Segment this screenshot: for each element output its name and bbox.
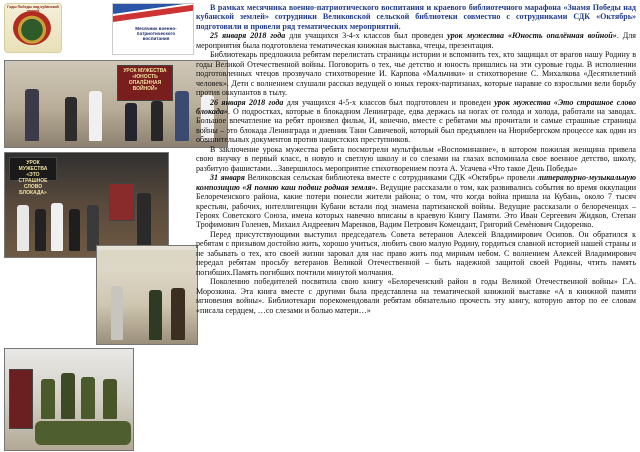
photo-composition xyxy=(96,245,198,345)
person-figure xyxy=(41,379,55,419)
month-emblem xyxy=(112,3,194,55)
marathon-logo xyxy=(4,3,62,53)
paragraph-6: Перед присутствующими выступил председатель Совета ветеранов Алексей Владимирович Осипов. Он обратился к ребятам с призывом достойно жить, хорошо учиться, любить свою малую Родину, гордиться славной историей нашей страны и не забывать о тех, кто своей жизни заровал для нас право жить под мирным небом. С волнением Алексей Владимирович передал ребятам просьбу ветеранов Великой Отечественной – быть надежной защитой своей Родины, чтить память погибших.Память погибших почтили минутой молчания. xyxy=(196,229,636,277)
person-figure xyxy=(149,290,162,340)
person-figure xyxy=(65,97,77,141)
person-figure xyxy=(69,209,80,251)
person-figure xyxy=(89,91,102,141)
event-date: 31 января xyxy=(210,173,245,183)
person-figure xyxy=(35,209,46,251)
article-text xyxy=(196,3,636,315)
text-span: для учащихся 4-5-х классов был подготовлен и проведен xyxy=(283,97,495,107)
event-title: литературно-музыкальную композицию «Я помню каш подвиг родная земля». xyxy=(196,173,636,192)
person-figure xyxy=(61,373,75,419)
poster xyxy=(109,183,135,221)
person-figure xyxy=(125,103,137,141)
logo-caption: Годы Победы над кубанской xyxy=(7,5,59,9)
paragraph-5 xyxy=(196,173,636,230)
event-title: урок мужества «Это страшное слово блокада» xyxy=(196,97,636,116)
text-span: для учащихся 3-4-х классов был проведен xyxy=(285,31,448,41)
star-emblem-icon xyxy=(13,11,51,45)
text-span: О подростках, которые в блокадном Ленинграде, едва держась на ногах от голода и холода, работали на заводах. Большое впечатление на ребят произвел фильм, И, конечно, вместе с ребятами мы прочитали и самые страшные страницы войны – это блокада Ленинграда и дневник Тани Савичевой, который был предъявлен на Нюрнбергском процессе как один из обвинительных документов против нацистских преступников. xyxy=(196,106,636,145)
event-date: 25 января 2018 года xyxy=(210,31,286,41)
screen xyxy=(97,250,197,268)
photo-lesson-youth xyxy=(4,60,228,148)
intro-paragraph: В рамках месячника военно-патриотического воспитания и краевого библиотечного марафона «Знамя Победы над кубанской землей» сотрудники Великовской сельской библиотеки совместно с сотрудниками СДК «Октябрь» подготовили и провели ряд тематических мероприятий. xyxy=(196,3,636,31)
board-title-1: УРОК МУЖЕСТВА «ЮНОСТЬ ОПАЛЁННАЯ ВОЙНОЙ» xyxy=(123,68,167,92)
seated-group xyxy=(35,421,131,445)
paragraph-3: 26 января 2018 года для учащихся 4-5-х классов был подготовлен и проведен урок мужества «Это страшное слово блокада». О подростках, которые в блокадном Ленинграде, едва держась на ногах от голода и холода, работали на заводах. Большое впечатление на ребят произвел фильм, И, конечно, вместе с ребятами мы прочитали и самые страшные страницы войны – это блокада Ленинграда и дневник Тани Савичевой, который был предъявлен на Нюрнбергском процессе как один из обвинительных документов против нацистских преступников. xyxy=(196,97,636,145)
text-span: Ведущие рассказали о том, как развивались события во время оккупации Белореченского района, какие потери понесли жители района; о том, что когда война пришла на Кубань, около 7 тысяч крестьян, рабочих, интеллигенции Кубани встали под знамена партизанской войны. Ведущие рассказали о белореченцах – Героях Советского Союза, имена которых навечно вписаны в краевую Книгу Памяти. Это Иван Сергеевич Жидков, Степан Трофимович Голенев, Михаил Андреевич Маренков, Вадим Петрович Комендант, Григорий Семёнович Сидоренко. xyxy=(196,182,636,230)
person-figure xyxy=(175,91,189,141)
person-figure xyxy=(103,379,117,419)
person-figure xyxy=(51,203,63,251)
board-title-2: УРОК МУЖЕСТВА «ЭТО СТРАШНОЕ СЛОВО БЛОКАДА» xyxy=(18,160,48,196)
person-figure xyxy=(151,101,163,141)
stand-board xyxy=(9,157,57,196)
text-span: Для мероприятия была подготовлена тематическая книжная выставка, чтецы, презентация. xyxy=(196,31,636,50)
person-figure xyxy=(137,193,151,251)
photo-veterans xyxy=(4,348,134,451)
paragraph-7: Поколению победителей посвятила свою книгу «Белореченский район в годы Великой Отечественной войны» Г.А. Морозкина. Эта книга вместе с другими была представлена на тематической книжной выставке «А в книжной памяти мгновения войны». Библиотекари порекомендовали ребятам обязательно прочесть эту книгу, которую автор по ее словам «писала сердцем, …со слезами и болью матери…» xyxy=(196,277,636,315)
paragraph-4: В заключение урока мужества ребята посмотрели мультфильм «Воспоминание», в котором пожилая женщина привела свою внучку в первый класс, в новую и светлую школу и со слезами на глазах вспоминала свое военное детство, школу, разбитую фашистами…Завершилось мероприятие стихотворением поэта А. Усачева «Что такое День Победы» xyxy=(196,144,636,173)
event-title: урок мужества «Юность опалённая войной» xyxy=(447,31,617,41)
stand-board xyxy=(117,65,173,101)
person-figure xyxy=(111,286,123,340)
emblem-caption: Месячник военно-патриотического воспитания xyxy=(135,26,177,41)
exhibition-stand xyxy=(9,369,33,429)
event-date: 26 января 2018 года xyxy=(210,97,284,107)
person-figure xyxy=(171,288,185,340)
photo-lesson-blockade xyxy=(4,152,169,258)
paragraph-1: 25 января 2018 года для учащихся 3-4-х классов был проведен урок мужества «Юность опалённая войной». Для мероприятия была подготовлена тематическая книжная выставка, чтецы, презентация. xyxy=(196,31,636,50)
text-span: Великовская сельская библиотека вместе с сотрудниками СДК «Октябрь» провели xyxy=(244,173,538,183)
person-figure xyxy=(25,89,39,141)
paragraph-2: Библиотекарь предложила ребятам перелистать страницы истории и вспомнить тех, кто защищал от врагов нашу Родину в годы Великой Отечественной войны. Поговорить о тех, чье детство и юность пришлись на эти суровые годы. В исполнении подготовленных чтецов прозвучало стихотворение И. Карпова «Мальчики» и стихотворение С. Михалкова «Десятилетний человек». Дети с волнением слушали рассказ ведущей о юных героях-партизанах, которые наравне со взрослыми вели борьбу против оккупантов в тылу. xyxy=(196,50,636,98)
person-figure xyxy=(81,377,95,419)
person-figure xyxy=(17,205,29,251)
